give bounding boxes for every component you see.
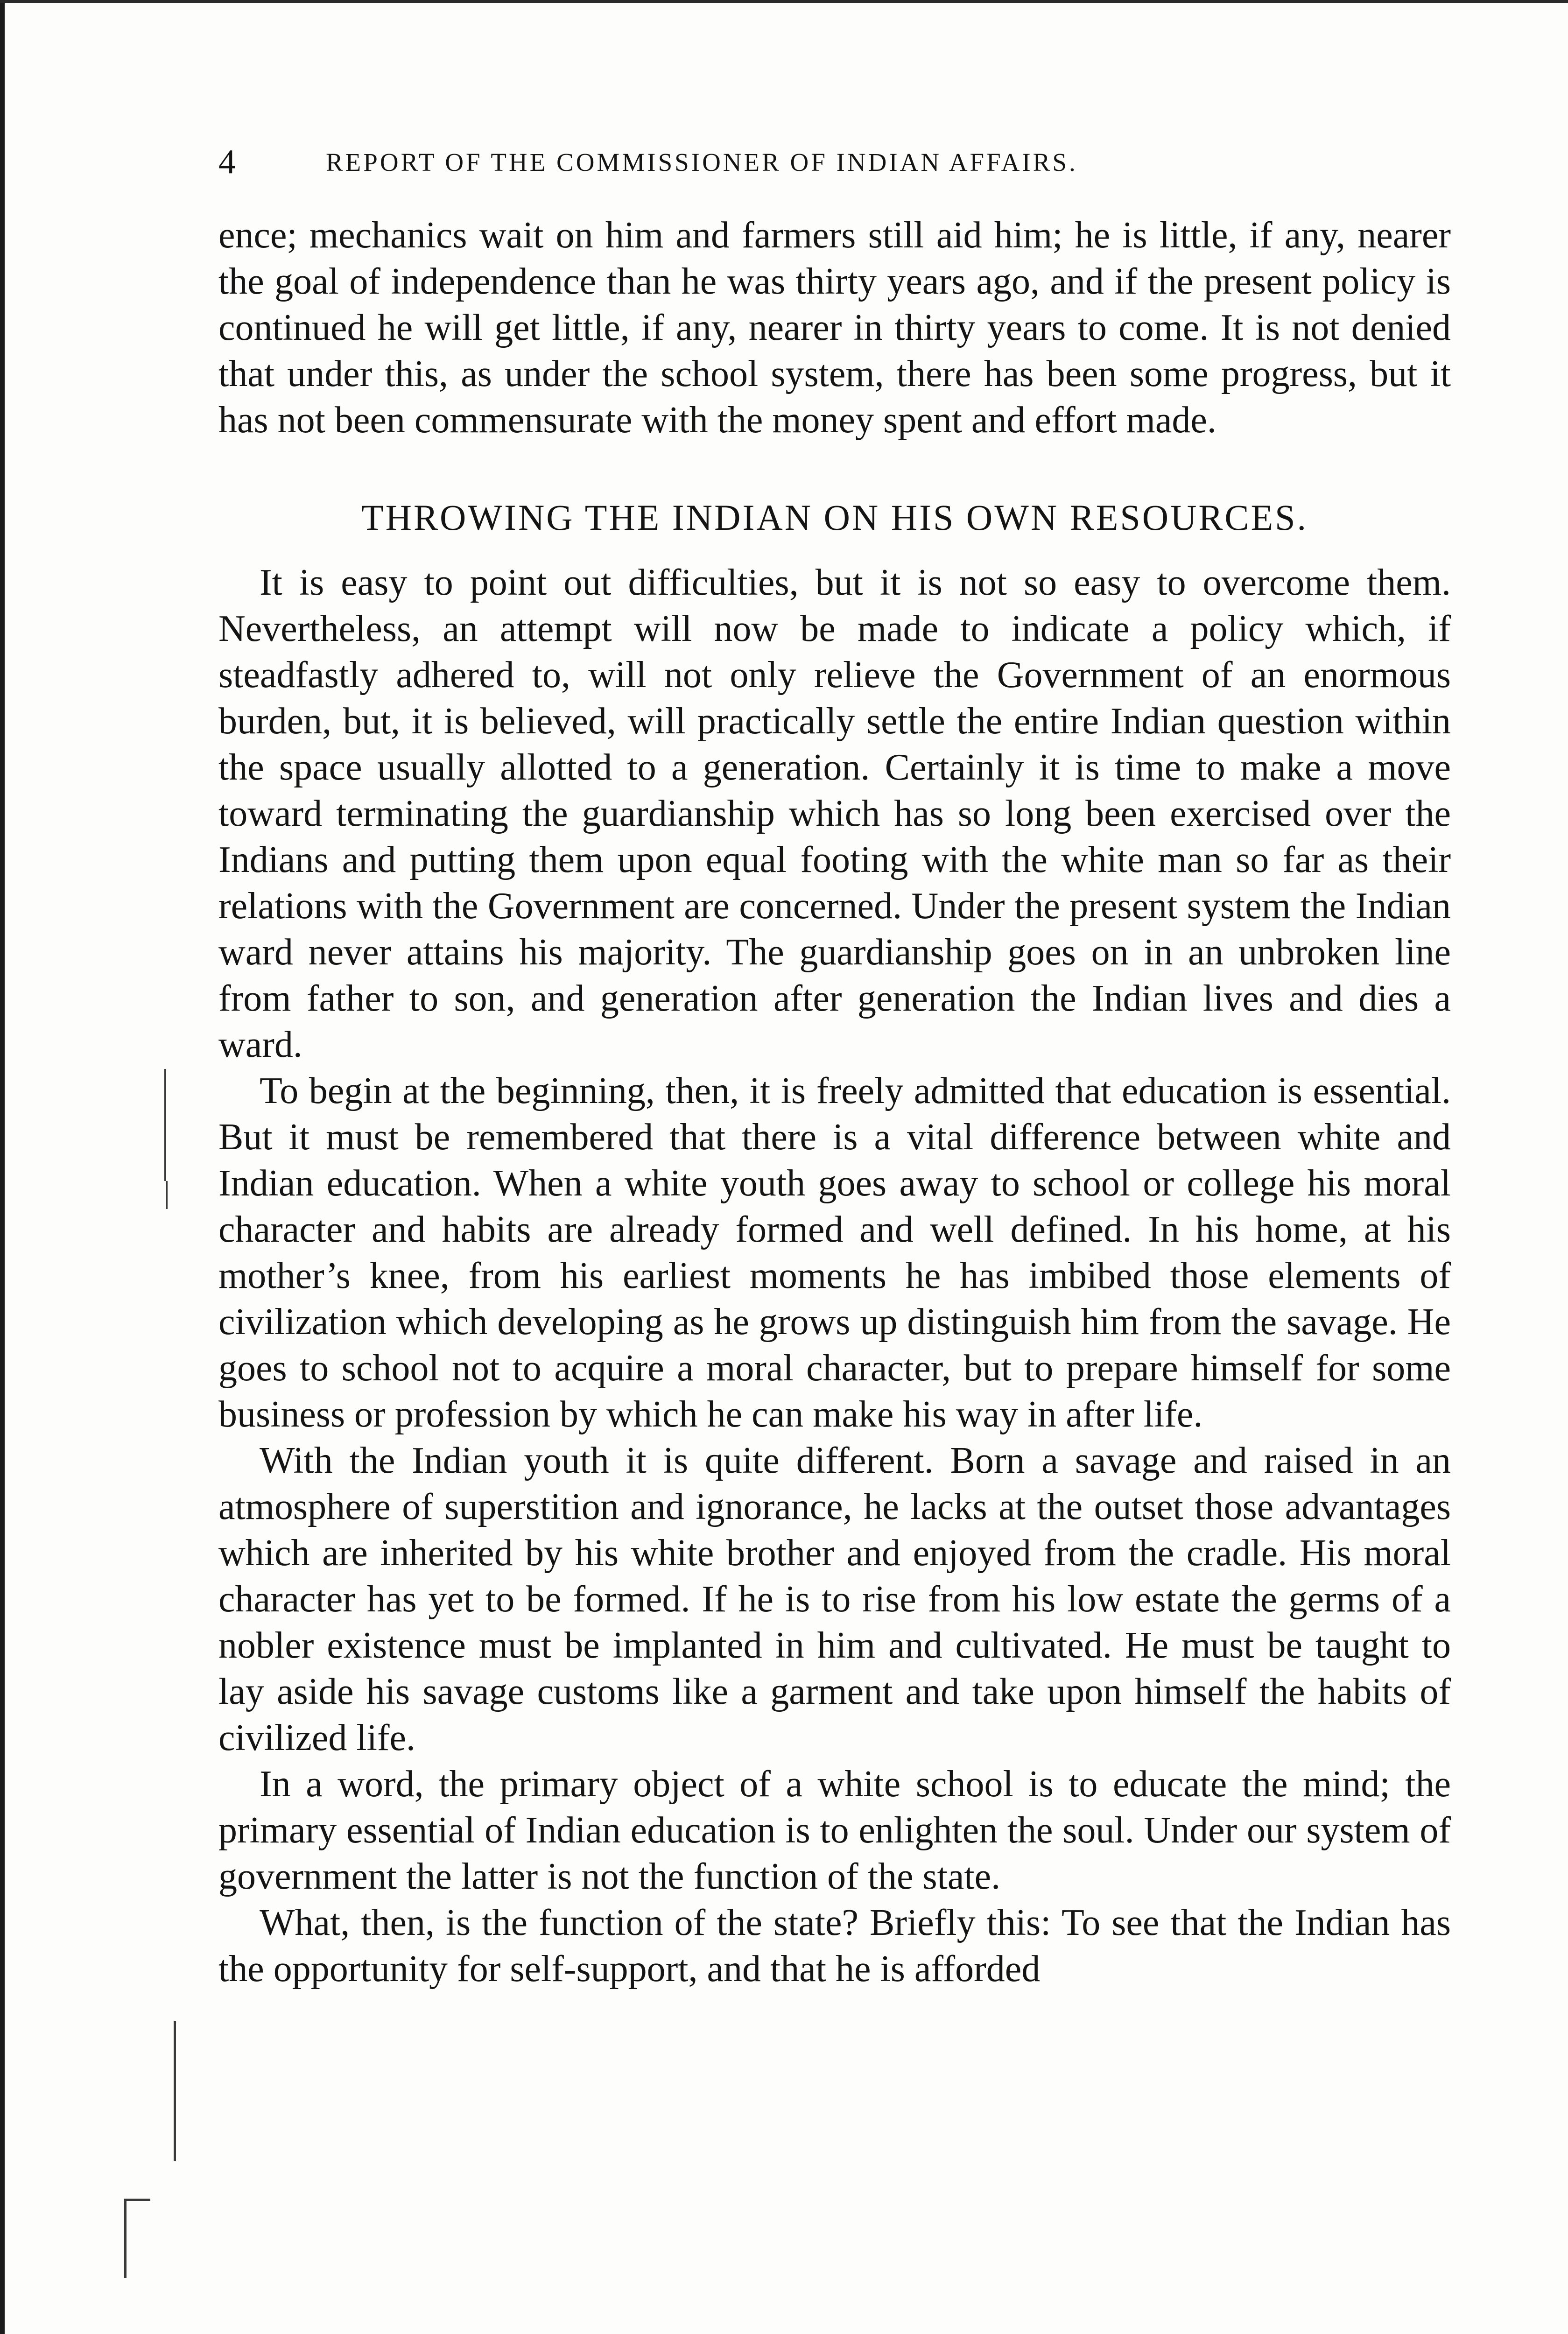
margin-pencil-mark	[164, 1069, 166, 1181]
section-heading: THROWING THE INDIAN ON HIS OWN RESOURCES.	[361, 497, 1308, 538]
running-head: REPORT OF THE COMMISSIONER OF INDIAN AFFAIRS.	[326, 148, 1078, 176]
margin-pencil-mark	[166, 1181, 168, 1209]
margin-pencil-mark	[174, 2021, 176, 2161]
scan-top-edge	[0, 0, 1568, 3]
paragraph-difficulties: It is easy to point out difficulties, but it is not so easy to overcome them. Nevertheless, an attempt will now be made to indicate a policy which, if steadfastly adhered to, will not only relieve the Government of an enormous burden, but, it is believed, will practically settle the entire Indian question within the space usually allotted to a generation. Certainly it is time to make a move toward terminating the guardianship which has so long been exercised over the Indians and putting them upon equal footing with the white man so far as their relations with the Government are concerned. Under the present system the Indian ward never attains his majority. The guardianship goes on in an unbroken line from father to son, and generation after generation the Indian lives and dies a ward.	[218, 562, 1451, 1065]
paragraph-primary-object: In a word, the primary object of a white school is to educate the mind; the primary essential of Indian education is to enlighten the soul. Under our system of government the latter is not the function of the state.	[218, 1764, 1451, 1897]
margin-bracket-mark	[124, 2199, 127, 2278]
paragraph-function-of-state: What, then, is the function of the state? Briefly this: To see that the Indian has the opportunity for self-support, and that he is afforded	[218, 1902, 1451, 1990]
page-header	[218, 141, 1451, 183]
paragraph-indian-youth: With the Indian youth it is quite different. Born a savage and raised in an atmosphere of superstition and ignorance, he lacks at the outset those advantages which are inherited by his white brother and enjoyed from the cradle. His moral character has yet to be formed. If he is to rise from his low estate the germs of a nobler existence must be implanted in him and cultivated. He must be taught to lay aside his savage customs like a garment and take upon himself the habits of civilized life.	[218, 1440, 1451, 1758]
page-number: 4	[218, 143, 236, 181]
body-text	[218, 212, 1451, 1992]
paragraph-continuation: ence; mechanics wait on him and farmers still aid him; he is little, if any, nearer the goal of independence than he was thirty years ago, and if the present policy is continued he will get little, if any, nearer in thirty years to come. It is not denied that under this, as under the school system, there has been some progress, but it has not been commensurate with the money spent and effort made.	[218, 215, 1451, 441]
paragraph-education: To begin at the beginning, then, it is freely admitted that education is essential. But it must be remembered that there is a vital difference between white and Indian education. When a white youth goes away to school or college his moral character and habits are already formed and well defined. In his home, at his mother’s knee, from his earliest moments he has imbibed those elements of civilization which developing as he grows up distinguish him from the savage. He goes to school not to acquire a moral character, but to prepare himself for some business or profession by which he can make his way in after life.	[218, 1070, 1451, 1435]
margin-bracket-mark	[124, 2199, 150, 2201]
scan-left-edge	[0, 0, 5, 2334]
